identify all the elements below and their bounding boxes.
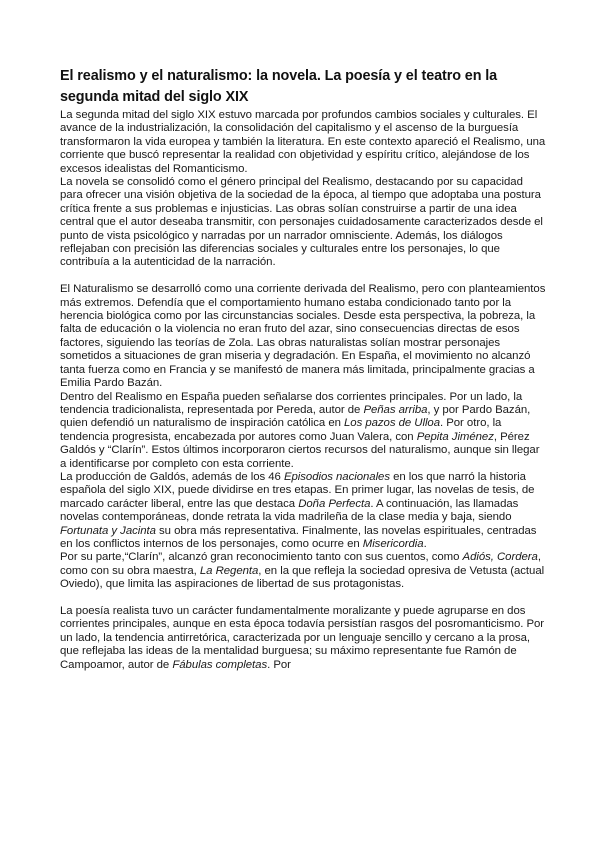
work-title: Fortunata y Jacinta [60,524,156,537]
paragraph [60,391,546,471]
paragraph [60,176,546,270]
text-run: . [423,537,427,550]
work-title: Los pazos de Ulloa [344,417,440,430]
work-title: Episodios nacionales [283,470,390,483]
text-run: El Naturalismo se desarrolló como una corriente derivada del Realismo, pero con planteamientos más extremos. Defendía que el comportamiento humano estaba condicionado tanto por la herencia biológica como por las circunstancias sociales. Desde esta perspectiva, la pobreza, la falta de educación o la violencia no eran fruto del azar, sino consecuencias directas de esos factores, siguiendo las teorías de Zola. Las obras naturalistas solían mostrar personajes sometidos a situaciones de gran miseria y degradación. En España, el movimiento no alcanzó tanta fuerza como en Francia y se manifestó de manera más limitada, principalmente gracias a Emilia Pardo Bazán. [60,283,546,390]
document-title: El realismo y el naturalismo: la novela. La poesía y el teatro en la segunda mitad del siglo XIX [60,68,498,105]
paragraph [60,551,546,591]
work-title: Pepita Jiménez [416,430,494,443]
text-run: su obra más representativa. Finalmente, las novelas espirituales, centradas en los conflictos internos de los personajes, como ocurre en [60,524,537,550]
text-run: , y por Pardo Bazán, quien defendió un naturalismo de inspiración católica en [60,403,531,430]
text-run: . Por [267,658,291,671]
work-title: Fábulas completas [172,658,268,671]
text-run: Por su parte,“Clarín”, alcanzó gran reconocimiento tanto con sus cuentos, como [60,551,463,564]
text-run: La novela se consolidó como el género principal del Realismo, destacando por su capacidad para ofrecer una visión objetiva de la sociedad de la época, al tiempo que adoptaba una postura crítica frente a sus problemas e injusticias. Las obras solían construirse a partir de una idea central que el autor deseaba transmitir, con personajes cuidadosamente caracterizados desde el punto de vista psicológico y narradas por un narrador omnisciente. Además, los diálogos reflejaban con precisión las diferencias sociales y culturales entre los personajes, lo que contribuía a la autenticidad de la narración. [60,176,543,269]
text-run: La producción de Galdós, además de los 46 [60,470,284,483]
work-title: La Regenta [199,564,259,577]
text-run: , Pérez Galdós y “Clarín”. Estos últimos incorporaron ciertos recursos del naturalismo, aunque sin llegar a identificarse por completo con esta corriente. [60,430,540,470]
paragraph [60,109,546,176]
text-run: en los que narró la historia española del siglo XIX, puede dividirse en tres etapas. En primer lugar, las novelas de tesis, de marcado carácter liberal, entre las que destaca [60,470,535,510]
text-run: Dentro del Realismo en España pueden señalarse dos corrientes principales. Por un lado, la tendencia tradicionalista, representada por Pereda, autor de [60,390,523,416]
text-run: . Por otro, la tendencia progresista, encabezada por autores como Juan Valera, con [60,417,502,443]
text-run: La segunda mitad del siglo XIX estuvo marcada por profundos cambios sociales y culturales. El avance de la industrialización, la consolidación del capitalismo y el ascenso de la burguesía transformaron la vida europea y también la literatura. En este contexto apareció el Realismo, una corriente que buscó representar la realidad con objetividad y espíritu crítico, alejándose de los excesos idealistas del Romanticismo. [60,109,546,175]
text-run: . A continuación, las llamadas novelas contemporáneas, donde retrata la vida madrileña de la clase media y baja, siendo [60,497,519,524]
work-title: Peñas arriba [363,403,428,416]
text-run: La poesía realista tuvo un carácter fundamentalmente moralizante y puede agruparse en dos corrientes principales, aunque en esta época todavía persistían rasgos del posromanticismo. Por un lado, la tendencia antirretórica, caracterizada por un lenguaje sencillo y cercano a la prosa, que reflejaba las ideas de la mentalidad burguesa; su máximo representante fue Ramón de Campoamor, autor de [60,605,545,671]
text-run: , en la que refleja la sociedad opresiva de Vetusta (actual Oviedo), que limita las aspiraciones de libertad de sus protagonistas. [60,564,545,591]
work-title: Doña Perfecta [298,497,371,510]
work-title: Misericordia [362,537,424,550]
document-body [60,66,546,672]
work-title: Adiós, Cordera [462,551,538,564]
text-run: , como con su obra maestra, [60,551,541,577]
paragraph [60,605,546,672]
paragraph [60,471,546,551]
paragraph-list [60,109,546,672]
paragraph [60,283,546,390]
